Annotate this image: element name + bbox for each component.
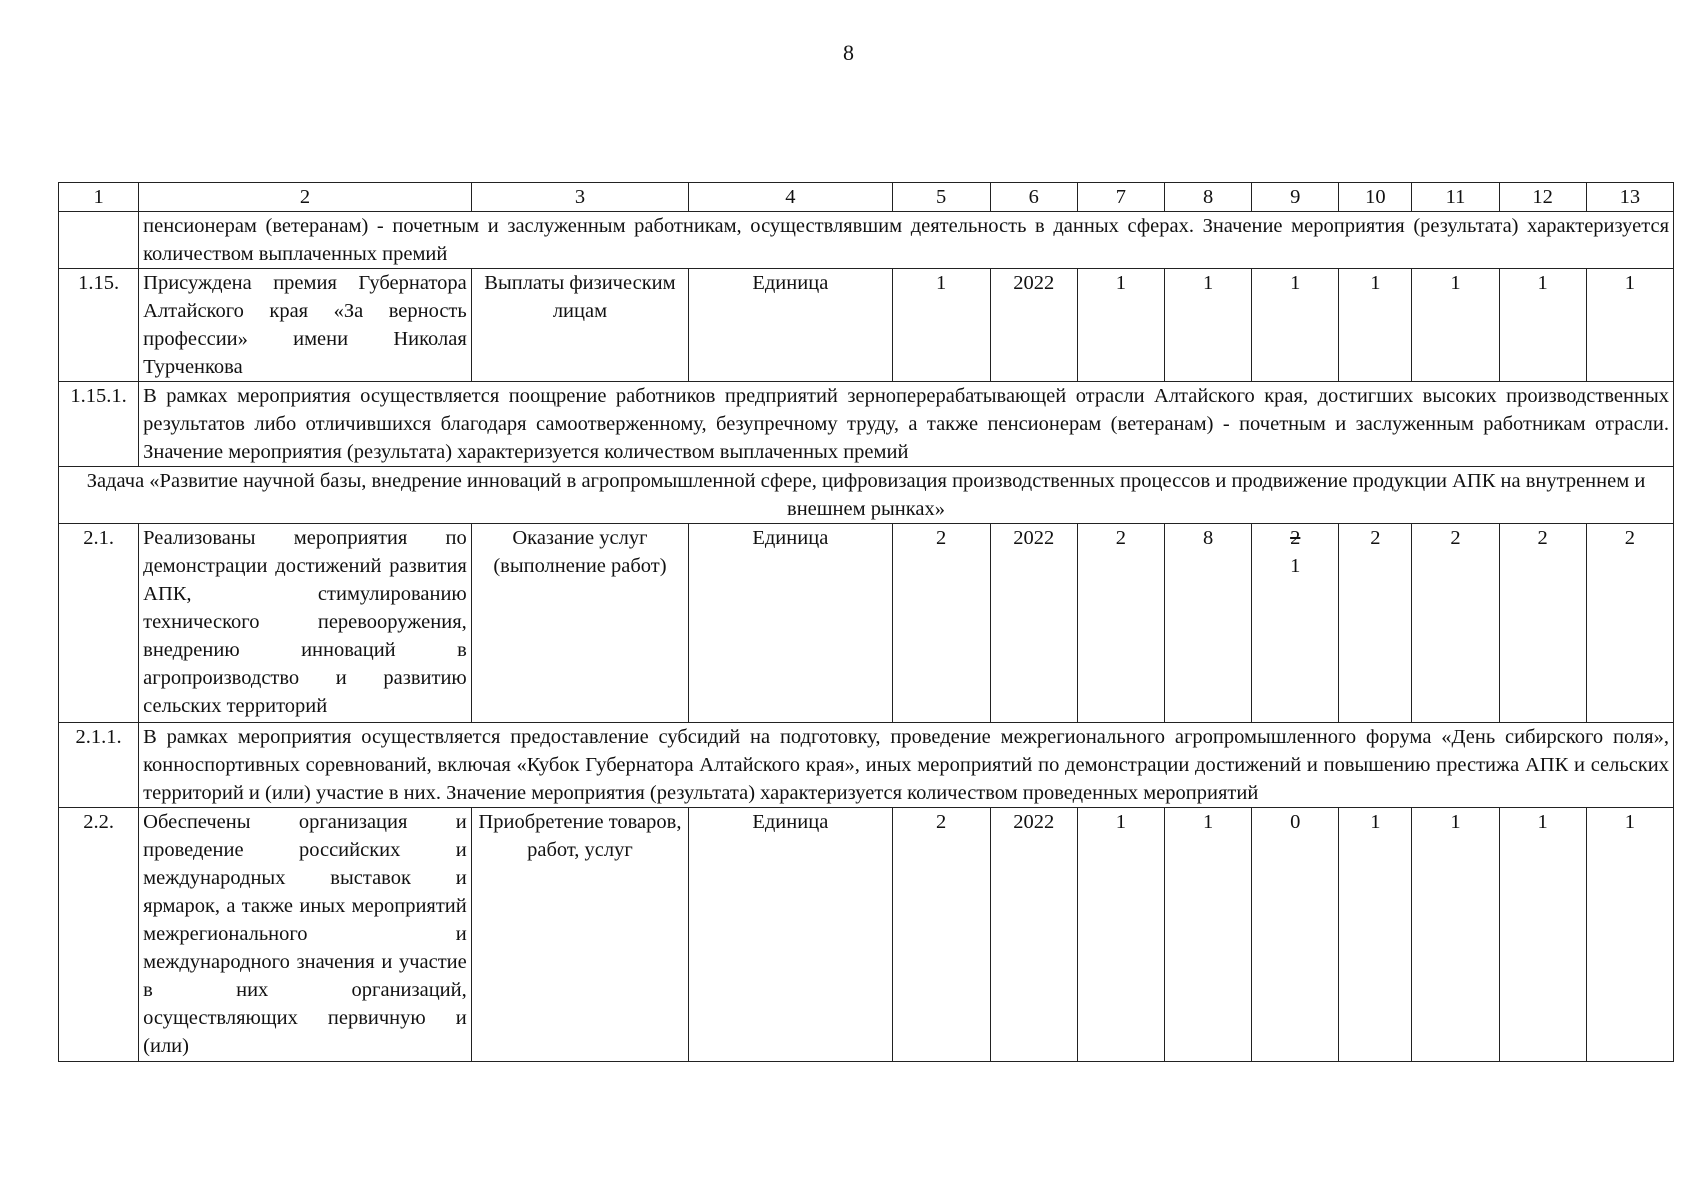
value-cell: 1 bbox=[1339, 269, 1412, 382]
column-number: 5 bbox=[892, 183, 990, 212]
row-number: 2.1.1. bbox=[59, 723, 139, 808]
column-number: 9 bbox=[1252, 183, 1339, 212]
struck-value: 2 bbox=[1290, 527, 1301, 549]
empty-number-cell bbox=[59, 212, 139, 269]
value-cell: 0 bbox=[1252, 808, 1339, 1062]
task-row bbox=[59, 467, 1674, 524]
column-number: 10 bbox=[1339, 183, 1412, 212]
event-type: Выплаты физическим лицам bbox=[471, 269, 688, 382]
row-number: 2.1. bbox=[59, 524, 139, 723]
value-cell: 1 bbox=[1252, 269, 1339, 382]
indicators-table bbox=[58, 182, 1674, 1062]
event-type: Приобретение товаров, работ, услуг bbox=[471, 808, 688, 1062]
value-cell: 1 bbox=[1165, 269, 1252, 382]
continuation-row bbox=[59, 212, 1674, 269]
value-cell: 1 bbox=[1412, 808, 1499, 1062]
event-name: Присуждена премия Губернатора Алтайского края «За верность профессии» имени Николая Турченкова bbox=[139, 269, 472, 382]
column-number: 6 bbox=[990, 183, 1077, 212]
unit-of-measure: Единица bbox=[689, 269, 892, 382]
value-cell: 1 bbox=[1412, 269, 1499, 382]
value-cell: 1 bbox=[1499, 269, 1586, 382]
year-cell: 2022 bbox=[990, 524, 1077, 723]
event-name: Обеспечены организация и проведение российских и международных выставок и ярмарок, а также иных мероприятий межрегионального и международного значения и участие в них организаций, осуществляющих первичную и (или) bbox=[139, 808, 472, 1062]
value-cell: 8 bbox=[1165, 524, 1252, 723]
value-cell: 2 bbox=[892, 808, 990, 1062]
value-cell: 2 bbox=[1412, 524, 1499, 723]
column-number: 2 bbox=[139, 183, 472, 212]
year-cell: 2022 bbox=[990, 808, 1077, 1062]
value-cell: 1 bbox=[1165, 808, 1252, 1062]
column-number: 7 bbox=[1077, 183, 1164, 212]
corrected-value-cell bbox=[1252, 524, 1339, 723]
column-number: 3 bbox=[471, 183, 688, 212]
event-type: Оказание услуг (выполнение работ) bbox=[471, 524, 688, 723]
table-row bbox=[59, 524, 1674, 723]
row-number: 1.15.1. bbox=[59, 382, 139, 467]
value-cell: 2 bbox=[1586, 524, 1673, 723]
unit-of-measure: Единица bbox=[689, 808, 892, 1062]
continuation-text: пенсионерам (ветеранам) - почетным и заслуженным работникам, осуществлявшим деятельность в данных сферах. Значение мероприятия (результата) характеризуется количеством выплаченных премий bbox=[139, 212, 1674, 269]
row-number: 1.15. bbox=[59, 269, 139, 382]
value-cell: 2 bbox=[892, 524, 990, 723]
column-number: 4 bbox=[689, 183, 892, 212]
column-number-row bbox=[59, 183, 1674, 212]
row-number: 2.2. bbox=[59, 808, 139, 1062]
description-row bbox=[59, 723, 1674, 808]
column-number: 8 bbox=[1165, 183, 1252, 212]
value-cell: 1 bbox=[1339, 808, 1412, 1062]
column-number: 11 bbox=[1412, 183, 1499, 212]
table-row bbox=[59, 269, 1674, 382]
description-row bbox=[59, 382, 1674, 467]
value-cell: 1 bbox=[892, 269, 990, 382]
value-cell: 2 bbox=[1499, 524, 1586, 723]
task-heading: Задача «Развитие научной базы, внедрение инноваций в агропромышленной сфере, цифровизация производственных процессов и продвижение продукции АПК на внутреннем и внешнем рынках» bbox=[59, 467, 1674, 524]
value-cell: 2 bbox=[1339, 524, 1412, 723]
corrected-value: 1 bbox=[1290, 555, 1301, 577]
value-cell: 1 bbox=[1586, 269, 1673, 382]
year-cell: 2022 bbox=[990, 269, 1077, 382]
value-cell: 1 bbox=[1586, 808, 1673, 1062]
value-cell: 1 bbox=[1077, 808, 1164, 1062]
description-text: В рамках мероприятия осуществляется предоставление субсидий на подготовку, проведение межрегионального агропромышленного форума «День сибирского поля», конноспортивных соревнований, включая «Кубок Губернатора Алтайского края», иных мероприятий по демонстрации достижений и повышению престижа АПК и сельских территорий и (или) участие в них. Значение мероприятия (результата) характеризуется количеством проведенных мероприятий bbox=[139, 723, 1674, 808]
description-text: В рамках мероприятия осуществляется поощрение работников предприятий зерноперерабатывающей отрасли Алтайского края, достигших высоких производственных результатов либо отличившихся благодаря самоотверженному, безупречному труду, а также пенсионерам (ветеранам) - почетным и заслуженным работникам отрасли. Значение мероприятия (результата) характеризуется количеством выплаченных премий bbox=[139, 382, 1674, 467]
event-name: Реализованы мероприятия по демонстрации достижений развития АПК, стимулированию технического перевооружения, внедрению инноваций в агропроизводство и развитию сельских территорий bbox=[139, 524, 472, 723]
table-row bbox=[59, 808, 1674, 1062]
value-cell: 2 bbox=[1077, 524, 1164, 723]
value-cell: 1 bbox=[1499, 808, 1586, 1062]
page-number: 8 bbox=[843, 40, 854, 65]
value-cell: 1 bbox=[1077, 269, 1164, 382]
column-number: 1 bbox=[59, 183, 139, 212]
column-number: 12 bbox=[1499, 183, 1586, 212]
column-number: 13 bbox=[1586, 183, 1673, 212]
unit-of-measure: Единица bbox=[689, 524, 892, 723]
